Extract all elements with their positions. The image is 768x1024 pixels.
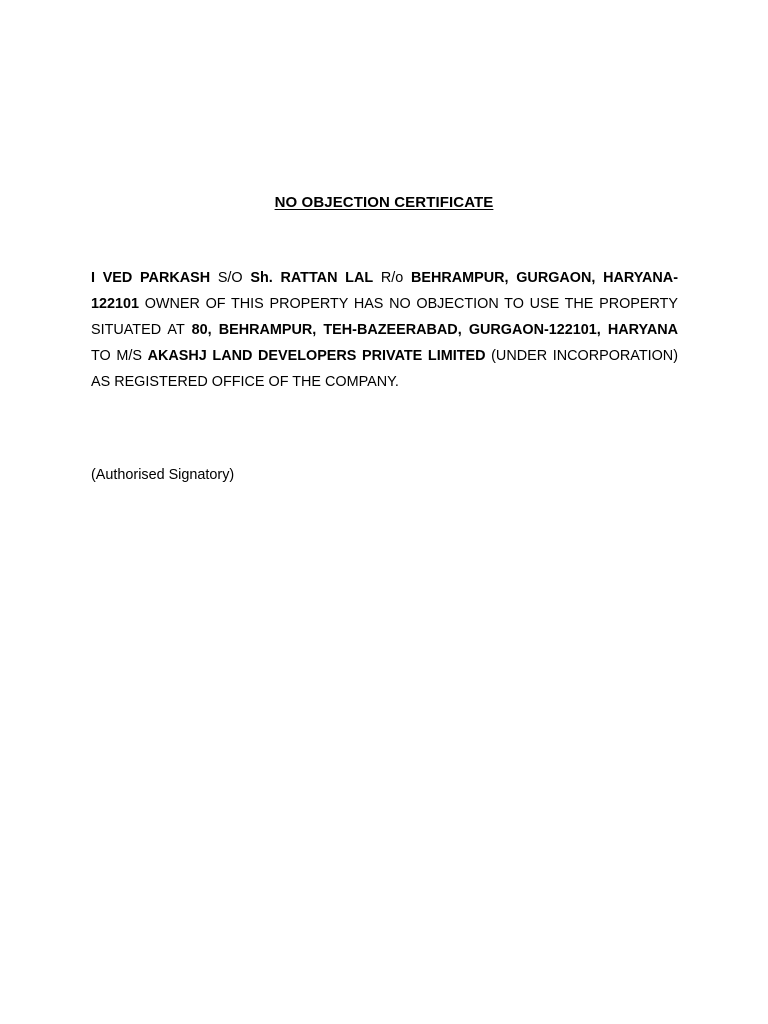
owner-name: I VED PARKASH: [91, 270, 211, 286]
property-address: 80, BEHRAMPUR, TEH-BAZEERABAD, GURGAON-122101, HARYANA: [191, 322, 678, 338]
body-text-residence: R/o: [373, 270, 411, 286]
body-text-relation: S/O: [210, 270, 251, 286]
body-text-to: TO M/S: [91, 348, 148, 364]
owner-address: BEHRAMPUR, GURGAON, HARYANA-122101: [91, 270, 678, 312]
signatory-label: (Authorised Signatory): [91, 467, 235, 483]
body-text-closing: (UNDER INCORPORATION) AS REGISTERED OFFICE OF THE COMPANY.: [91, 348, 678, 390]
father-name: Sh. RATTAN LAL: [250, 270, 374, 286]
company-name: AKASHJ LAND DEVELOPERS PRIVATE LIMITED: [147, 348, 486, 364]
certificate-body: [91, 265, 678, 395]
body-text-statement: OWNER OF THIS PROPERTY HAS NO OBJECTION TO USE THE PROPERTY SITUATED AT: [91, 296, 678, 338]
document-title: NO OBJECTION CERTIFICATE: [274, 194, 494, 211]
